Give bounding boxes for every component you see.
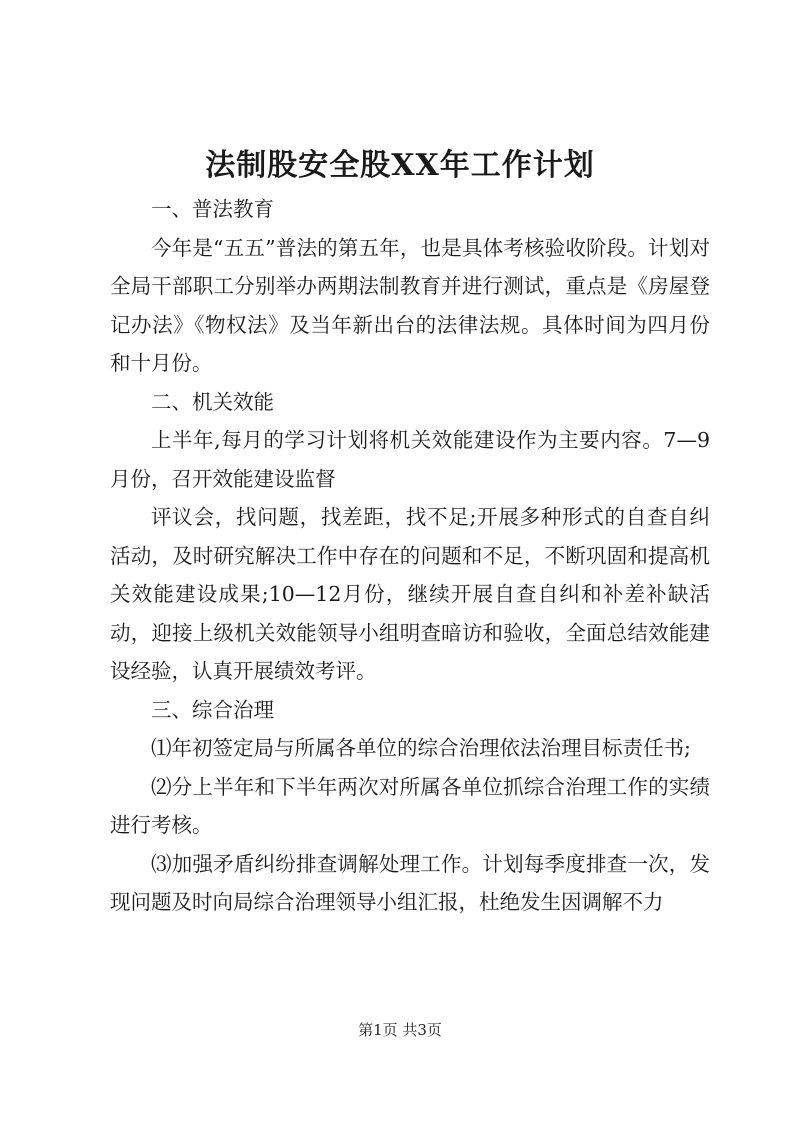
document-title: 法制股安全股XX年工作计划	[205, 148, 595, 183]
list-item-governance-3: ⑶加强矛盾纠纷排查调解处理工作。计划每季度排查一次，发现问题及时向局综合治理领导小组汇报，杜绝发生因调解不力	[110, 851, 710, 914]
page-number-footer: 第1页 共3页	[358, 1021, 442, 1039]
paragraph-legal-education: 今年是“五五”普法的第五年，也是具体考核验收阶段。计划对全局干部职工分别举办两期法制教育并进行测试，重点是《房屋登记办法》《物权法》及当年新出台的法律法规。具体时间为四月份和十月份。	[110, 235, 710, 375]
document-body	[110, 190, 710, 922]
list-item-governance-1: ⑴年初签定局与所属各单位的综合治理依法治理目标责任书;	[151, 736, 691, 760]
section-heading-comprehensive-governance: 三、综合治理	[151, 697, 274, 722]
paragraph-efficiency-first-half: 上半年,每月的学习计划将机关效能建设作为主要内容。7—9月份，召开效能建设监督	[110, 428, 710, 491]
section-heading-organ-efficiency: 二、机关效能	[151, 389, 274, 414]
section-heading-legal-education: 一、普法教育	[151, 197, 274, 221]
list-item-governance-2: ⑵分上半年和下半年两次对所属各单位抓综合治理工作的实绩进行考核。	[110, 774, 710, 837]
paragraph-efficiency-review: 评议会，找问题，找差距，找不足;开展多种形式的自查自纠活动，及时研究解决工作中存在的问题和不足，不断巩固和提高机关效能建设成果;10—12月份，继续开展自查自纠和补差补缺活动，迎接上级机关效能领导小组明查暗访和验收，全面总结效能建设经验，认真开展绩效考评。	[110, 505, 710, 683]
